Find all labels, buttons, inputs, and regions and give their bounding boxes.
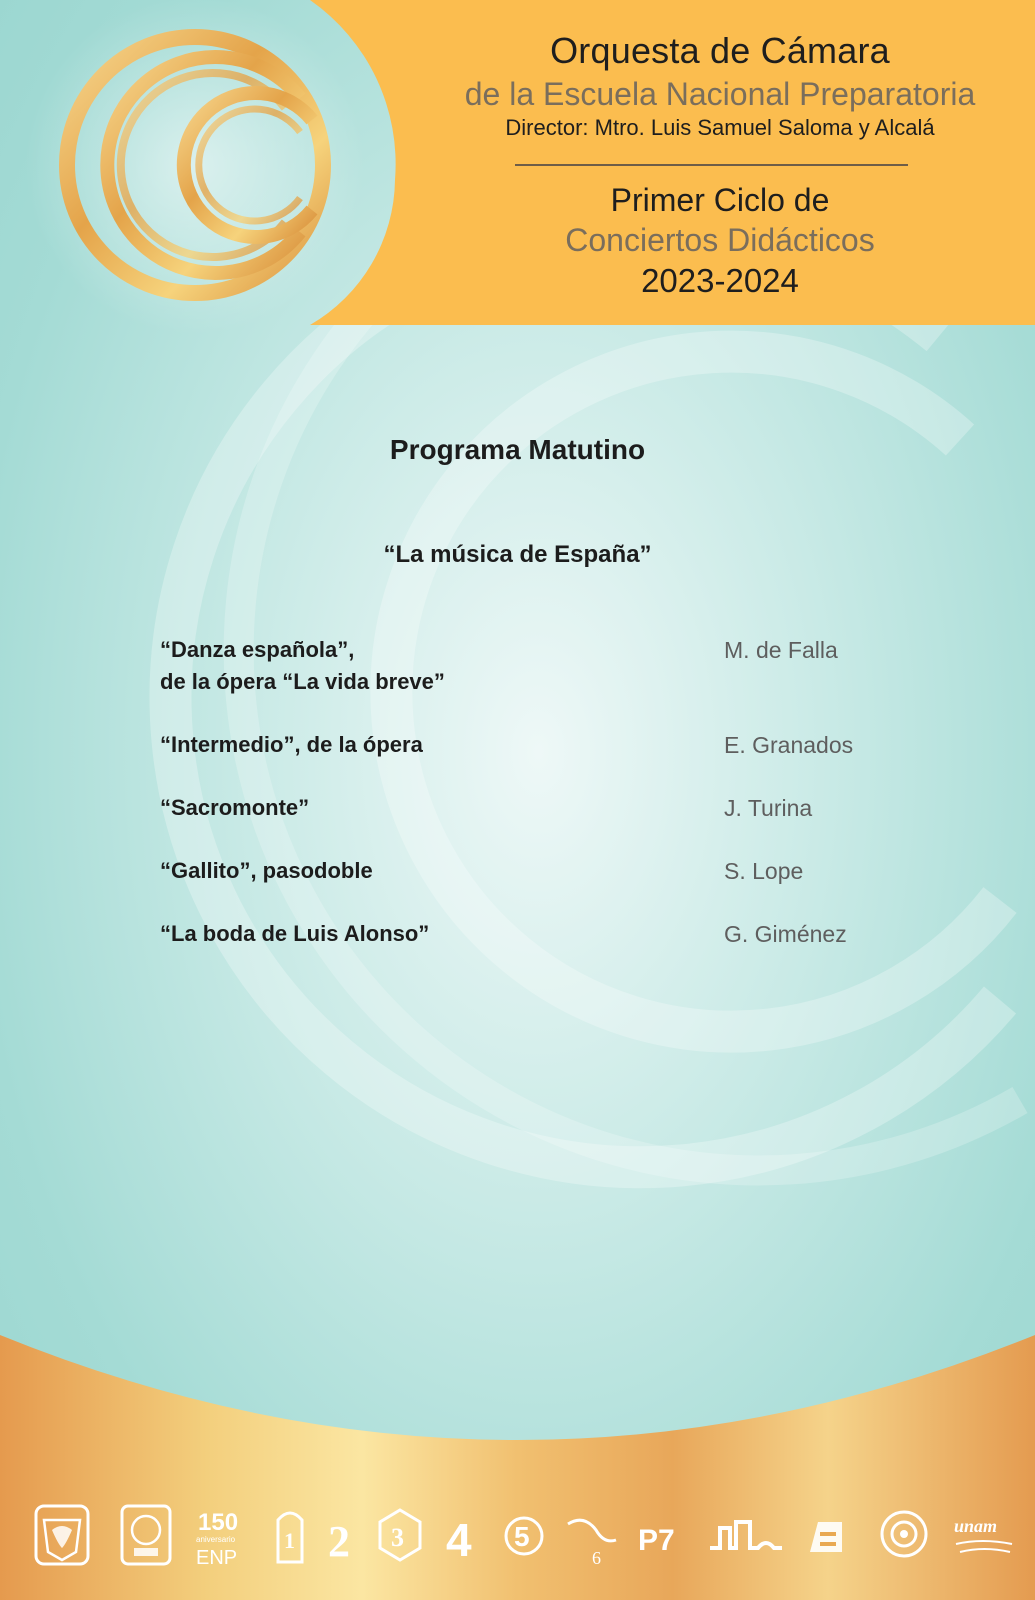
program-piece-composer: G. Giménez	[724, 921, 847, 947]
plantel-2-logo	[324, 1500, 360, 1570]
logo-text-aniversario: aniversario	[196, 1535, 236, 1544]
cycle-title-line2: Conciertos Didácticos	[565, 222, 875, 258]
piece-title-line: “Danza española”,	[160, 637, 355, 662]
director-line: Director: Mtro. Luis Samuel Saloma y Alcalá	[505, 115, 935, 140]
program-piece-composer: J. Turina	[724, 795, 813, 821]
program-piece-title	[160, 634, 445, 698]
program-piece-title: “Sacromonte”	[160, 795, 310, 820]
program-piece-title: “Intermedio”, de la ópera	[160, 732, 423, 757]
plantel-1-logo	[272, 1500, 308, 1570]
unam-seal-logo	[30, 1500, 94, 1570]
plantel-8-logo	[706, 1500, 786, 1570]
logo-text: 6	[592, 1548, 601, 1568]
logo-text: 2	[328, 1517, 350, 1566]
orchestra-title: Orquesta de Cámara	[550, 30, 890, 71]
header-divider	[515, 164, 908, 166]
school-subtitle: de la Escuela Nacional Preparatoria	[464, 76, 976, 112]
logo-text: 4	[446, 1514, 472, 1566]
logo-text: P7	[638, 1524, 675, 1557]
program-piece-composer: S. Lope	[724, 858, 804, 884]
unam-universidad-de-la-nacion-logo	[952, 1500, 1016, 1570]
enp-150-aniversario-logo	[190, 1500, 254, 1570]
program-piece-composer: M. de Falla	[724, 637, 838, 663]
logo-text: 1	[284, 1528, 295, 1553]
concert-title: “La música de España”	[383, 541, 652, 568]
cycle-year: 2023-2024	[641, 262, 799, 299]
logo-text: unam	[954, 1516, 998, 1536]
program-piece-title: “La boda de Luis Alonso”	[160, 921, 430, 946]
cycle-title-line1: Primer Ciclo de	[610, 182, 830, 218]
enp-seal-logo	[114, 1500, 178, 1570]
plantel-6-logo	[562, 1500, 622, 1570]
plantel-9-logo	[804, 1500, 848, 1570]
logo-text: 3	[391, 1523, 404, 1552]
program-piece-title: “Gallito”, pasodoble	[160, 858, 373, 883]
program-piece-composer: E. Granados	[724, 732, 854, 758]
piece-title-line: de la ópera “La vida breve”	[160, 669, 445, 694]
logo-text-enp: ENP	[196, 1547, 238, 1569]
logo-text: 5	[514, 1521, 530, 1552]
round-emblem-logo	[876, 1500, 932, 1570]
logo-text-150: 150	[198, 1509, 239, 1536]
program-heading: Programa Matutino	[389, 434, 646, 465]
plantel-4-logo	[442, 1500, 486, 1570]
plantel-7-logo	[636, 1500, 692, 1570]
plantel-3-logo	[374, 1500, 426, 1570]
plantel-5-logo	[502, 1500, 546, 1570]
